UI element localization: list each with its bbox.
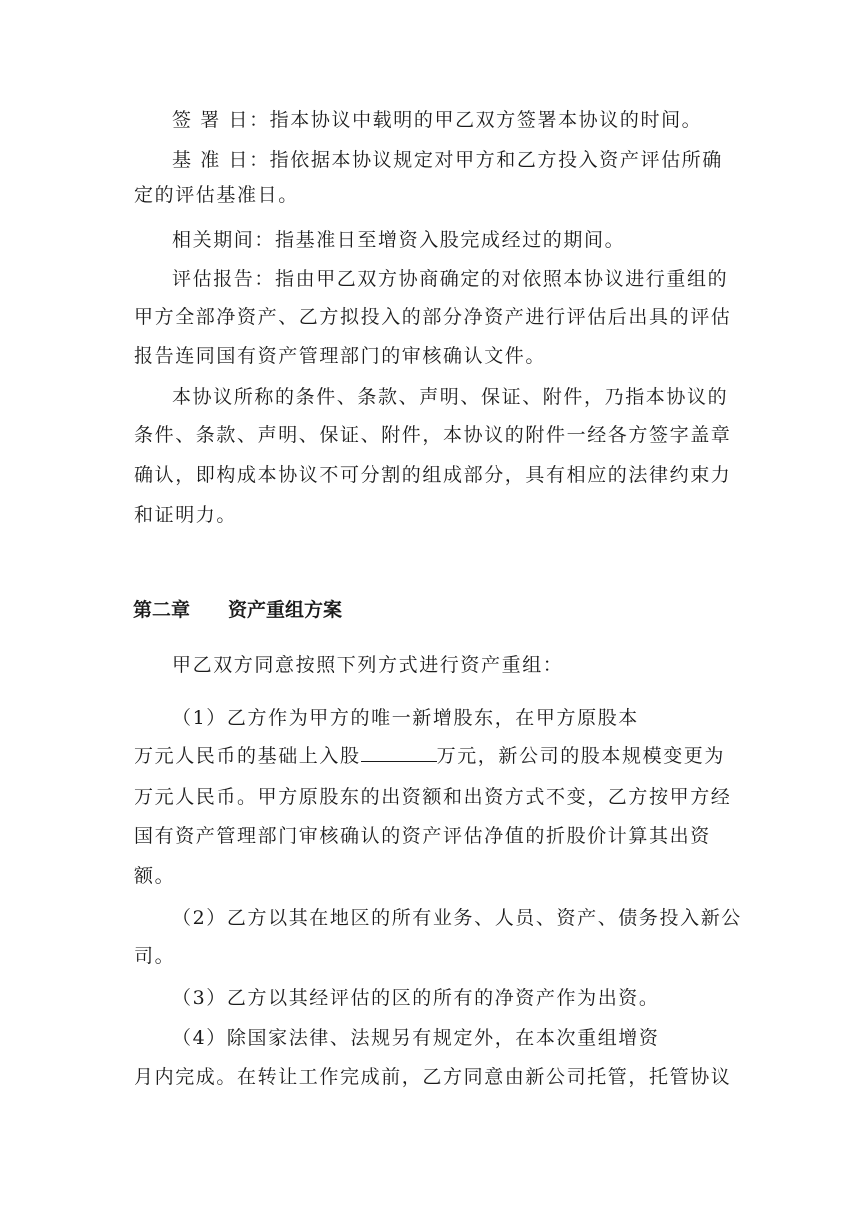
item-4-line-2: 月内完成。在转让工作完成前，乙方同意由新公司托管，托管协议 [134,1066,732,1088]
item-2-line-2: 司。 [134,945,176,967]
chapter-number: 第二章 [133,599,191,621]
definition-sign-date: 签 署 日：指本协议中载明的甲乙双方签署本协议的时间。 [172,109,703,131]
item-1-line-3: 万元人民币。甲方原股东的出资额和出资方式不变，乙方按甲方经 [134,786,732,808]
definition-terms-line-4: 和证明力。 [134,504,238,526]
definition-report-line-1: 评估报告：指由甲乙双方协商确定的对依照本协议进行重组的 [172,268,729,290]
item-1-line-1: （1）乙方作为甲方的唯一新增股东，在甲方原股本 [172,707,639,729]
item-1-line-5: 额。 [134,865,176,887]
share-amount-blank [361,745,437,762]
item-1-line-2-end: 万元，新公司的股本规模变更为 [436,745,726,767]
definition-base-date-line-2: 定的评估基准日。 [134,184,299,206]
definition-terms-line-2: 条件、条款、声明、保证、附件，本协议的附件一经各方签字盖章 [134,424,732,446]
definition-report-line-3: 报告连同国有资产管理部门的审核确认文件。 [134,345,547,367]
definition-base-date-line-1: 基 准 日：指依据本协议规定对甲方和乙方投入资产评估所确 [172,149,723,171]
item-1-line-2 [134,744,725,768]
item-2-line-1: （2）乙方以其在地区的所有业务、人员、资产、债务投入新公 [172,907,742,929]
chapter-2-intro: 甲乙双方同意按照下列方式进行资产重组： [172,654,564,676]
item-3: （3）乙方以其经评估的区的所有的净资产作为出资。 [172,987,660,1009]
item-1-line-4: 国有资产管理部门审核确认的资产评估净值的折股价计算其出资 [134,825,711,847]
item-1-line-2-start: 万元人民币的基础上入股 [134,745,361,767]
chapter-title: 资产重组方案 [228,599,343,621]
definition-related-period: 相关期间：指基准日至增资入股完成经过的期间。 [172,229,626,251]
definition-terms-line-1: 本协议所称的条件、条款、声明、保证、附件，乃指本协议的 [172,386,729,408]
definition-report-line-2: 甲方全部净资产、乙方拟投入的部分净资产进行评估后出具的评估 [134,306,732,328]
definition-terms-line-3: 确认，即构成本协议不可分割的组成部分，具有相应的法律约束力 [134,464,732,486]
item-4-line-1: （4）除国家法律、法规另有规定外，在本次重组增资 [172,1027,660,1049]
chapter-2-heading [133,598,342,622]
